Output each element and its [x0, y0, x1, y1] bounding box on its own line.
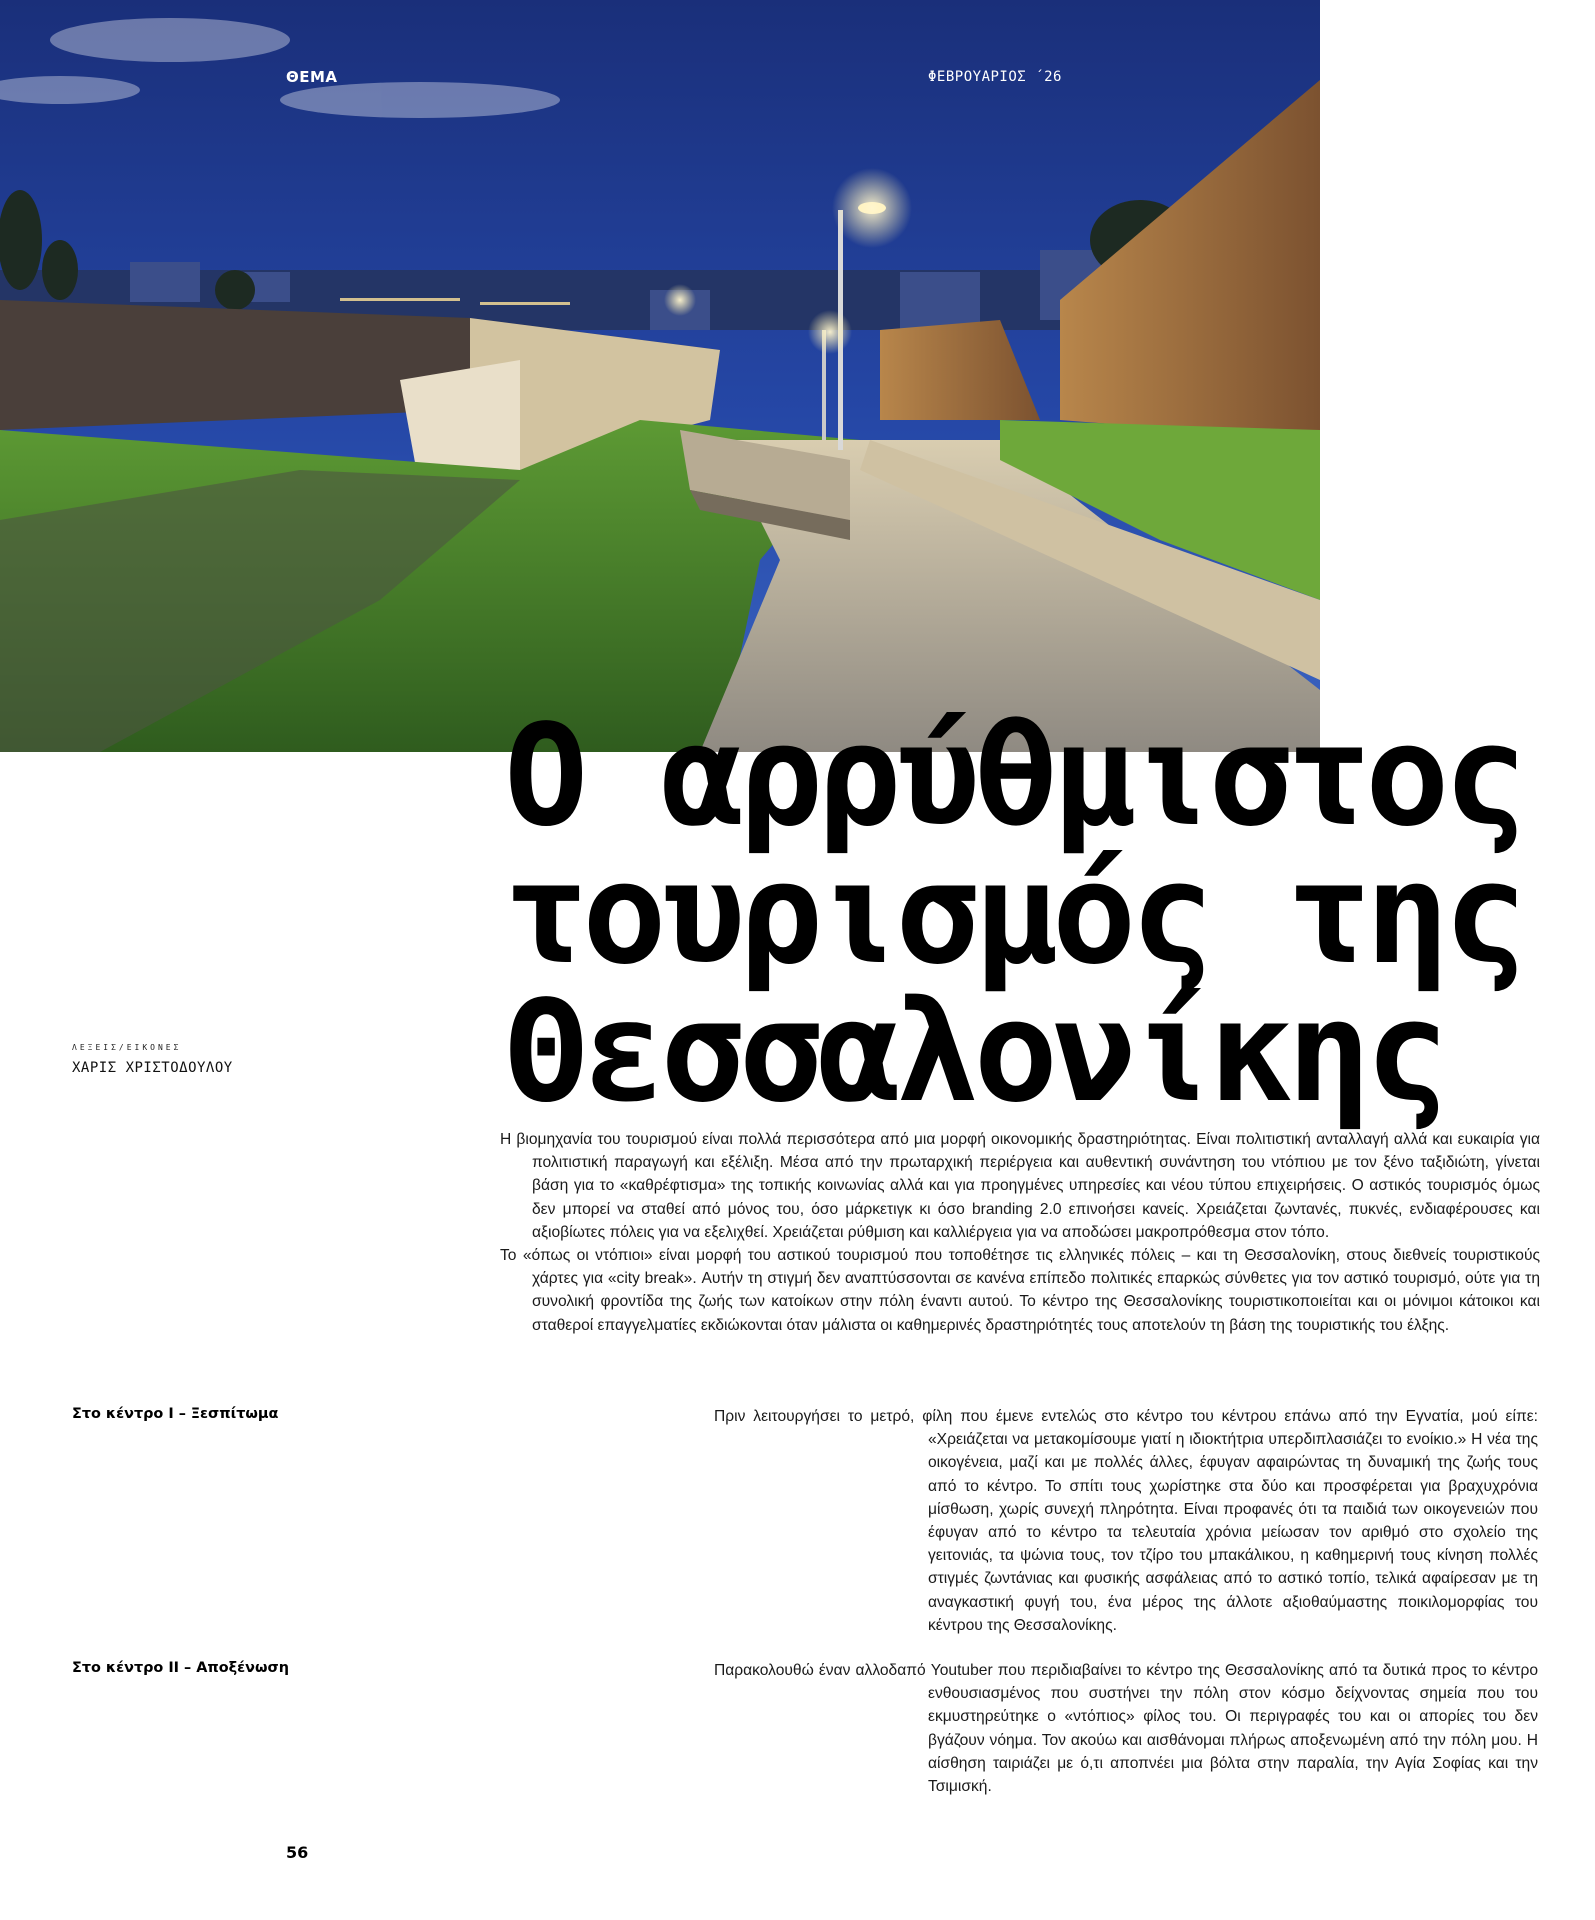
- byline-label: ΛΕΞΕΙΣ/ΕΙΚΟΝΕΣ: [72, 1043, 182, 1052]
- intro-paragraph: Το «όπως οι ντόπιοι» είναι μορφή του αστικού τουρισμού που τοποθέτησε τις ελληνικές πόλεις – και τη Θεσσαλονίκη, στους διεθνείς τουριστικούς χάρτες για «city break». Αυτήν τη στιγμή δεν αναπτύσσονται σε κανένα επίπεδο πολιτικές επαρκώς σύνθετες για τον αστικό τουρισμό, ούτε για τη συνολική φροντίδα της ζωής των κατοίκων στην πόλη έναντι αυτού. Το κέντρο της Θεσσαλονίκης τουριστικοποιείται και οι μόνιμοι κάτοικοι και σταθεροί επαγγελματίες εκδιώκονται όταν μάλιστα οι καθημερινές δραστηριότητές τους αποτελούν τη βάση της τουριστικής του έλξης.: [500, 1247, 1540, 1334]
- intro-paragraph: Η βιομηχανία του τουρισμού είναι πολλά περισσότερα από μια μορφή οικονομικής δραστηριότητας. Είναι πολιτιστική ανταλλαγή αλλά και ευκαιρία για πολιτιστική παραγωγή και εξέλιξη. Μέσα από την πρωταρχική περιέργεια και αυθεντική συνάντηση του ντόπιου με τον ξένο ταξιδιώτη, γίνεται βάση για το «καθρέφτισμα» της τοπικής κοινωνίας αλλά και για προηγμένες υπηρεσίες και νέου τύπου επιχειρήσεις. Ο αστικός τουρισμός όμως δεν μπορεί να σταθεί από μόνος του, όσο μάρκετιγκ κι όσο branding 2.0 επινοήσει κανείς. Χρειάζεται ζωντανές, πυκνές, ενδιαφέρουσες και αξιοβίωτες πόλεις για να εξελιχθεί. Χρειάζεται ρύθμιση και καλλιέργεια για να αποδώσει μακροπρόθεσμα στον τόπο.: [500, 1131, 1540, 1241]
- page-number: 56: [286, 1843, 309, 1862]
- night-scene-illustration: [0, 0, 1320, 752]
- section-heading: Στο κέντρο Ι – Ξεσπίτωμα: [72, 1406, 279, 1422]
- section-label: ΘΕΜΑ: [286, 68, 338, 86]
- section-paragraph: Παρακολουθώ έναν αλλοδαπό Youtuber που περιδιαβαίνει το κέντρο της Θεσσαλονίκης από τα δυτικά προς το κέντρο ενθουσιασμένος που συστήνει την πόλη στον κόσμο δείχνοντας σημεία που του εκμυστηρεύτηκε ο «ντόπιος» φίλος του. Οι περιγραφές του και οι απορίες του δεν βγάζουν νόημα. Τον ακούω και αισθάνομαι πλήρως αποξενωμένη από την πόλη μου. Η αίσθηση ταιριάζει με ό,τι αποπνέει μια βόλτα στην παραλία, την Αγία Σοφίας και την Τσιμισκή.: [714, 1662, 1538, 1796]
- headline-line-2: τουρισμός της: [504, 833, 1522, 996]
- issue-date: ΦΕΒΡΟΥΑΡΙΟΣ ΄26: [928, 69, 1062, 85]
- headline-line-1: Ο αρρύθμιστος: [504, 695, 1522, 858]
- section-heading: Στο κέντρο ΙΙ – Αποξένωση: [72, 1660, 289, 1676]
- hero-photo: [0, 0, 1320, 752]
- section-paragraph: Πριν λειτουργήσει το μετρό, φίλη που έμενε εντελώς στο κέντρο του κέντρου επάνω από την Εγνατία, μού είπε: «Χρειάζεται να μετακομίσουμε γιατί η ιδιοκτήτρια υπερδιπλασιάζει το ενοίκιο.» Η νέα της οικογένεια, μαζί και με πολλές άλλες, έφυγαν αφαιρώντας τη δυναμική της ζωής τους από το κέντρο. Το σπίτι τους χωρίστηκε στα δύο και προσφέρεται για βραχυχρόνια μίσθωση, χωρίς συνεχή πληρότητα. Είναι προφανές ότι τα παιδιά των οικογενειών που έφυγαν από το κέντρο τα τελευταία χρόνια μείωσαν τον αριθμό στο σχολείο της γειτονιάς, τα ψώνια τους, τον τζίρο του μπακάλικου, η καθημερινή τους κίνηση πολλές στιγμές ζωντάνιας και φυσικής ασφάλειας από το αστικό τοπίο, τελικά αφαίρεσαν με τη αναγκαστική φυγή του, ένα μέρος της άλλοτε αξιοθαύμαστης ποικιλομορφίας του κέντρου της Θεσσαλονίκης.: [714, 1408, 1538, 1634]
- headline-line-3: Θεσσαλονίκης: [504, 971, 1444, 1134]
- section-body: [714, 1659, 1538, 1798]
- byline-author: ΧΑΡΙΣ ΧΡΙΣΤΟΔΟΥΛΟΥ: [72, 1060, 233, 1076]
- section-body: [714, 1405, 1538, 1637]
- article-headline: [504, 695, 1584, 1134]
- intro-text: [500, 1128, 1540, 1337]
